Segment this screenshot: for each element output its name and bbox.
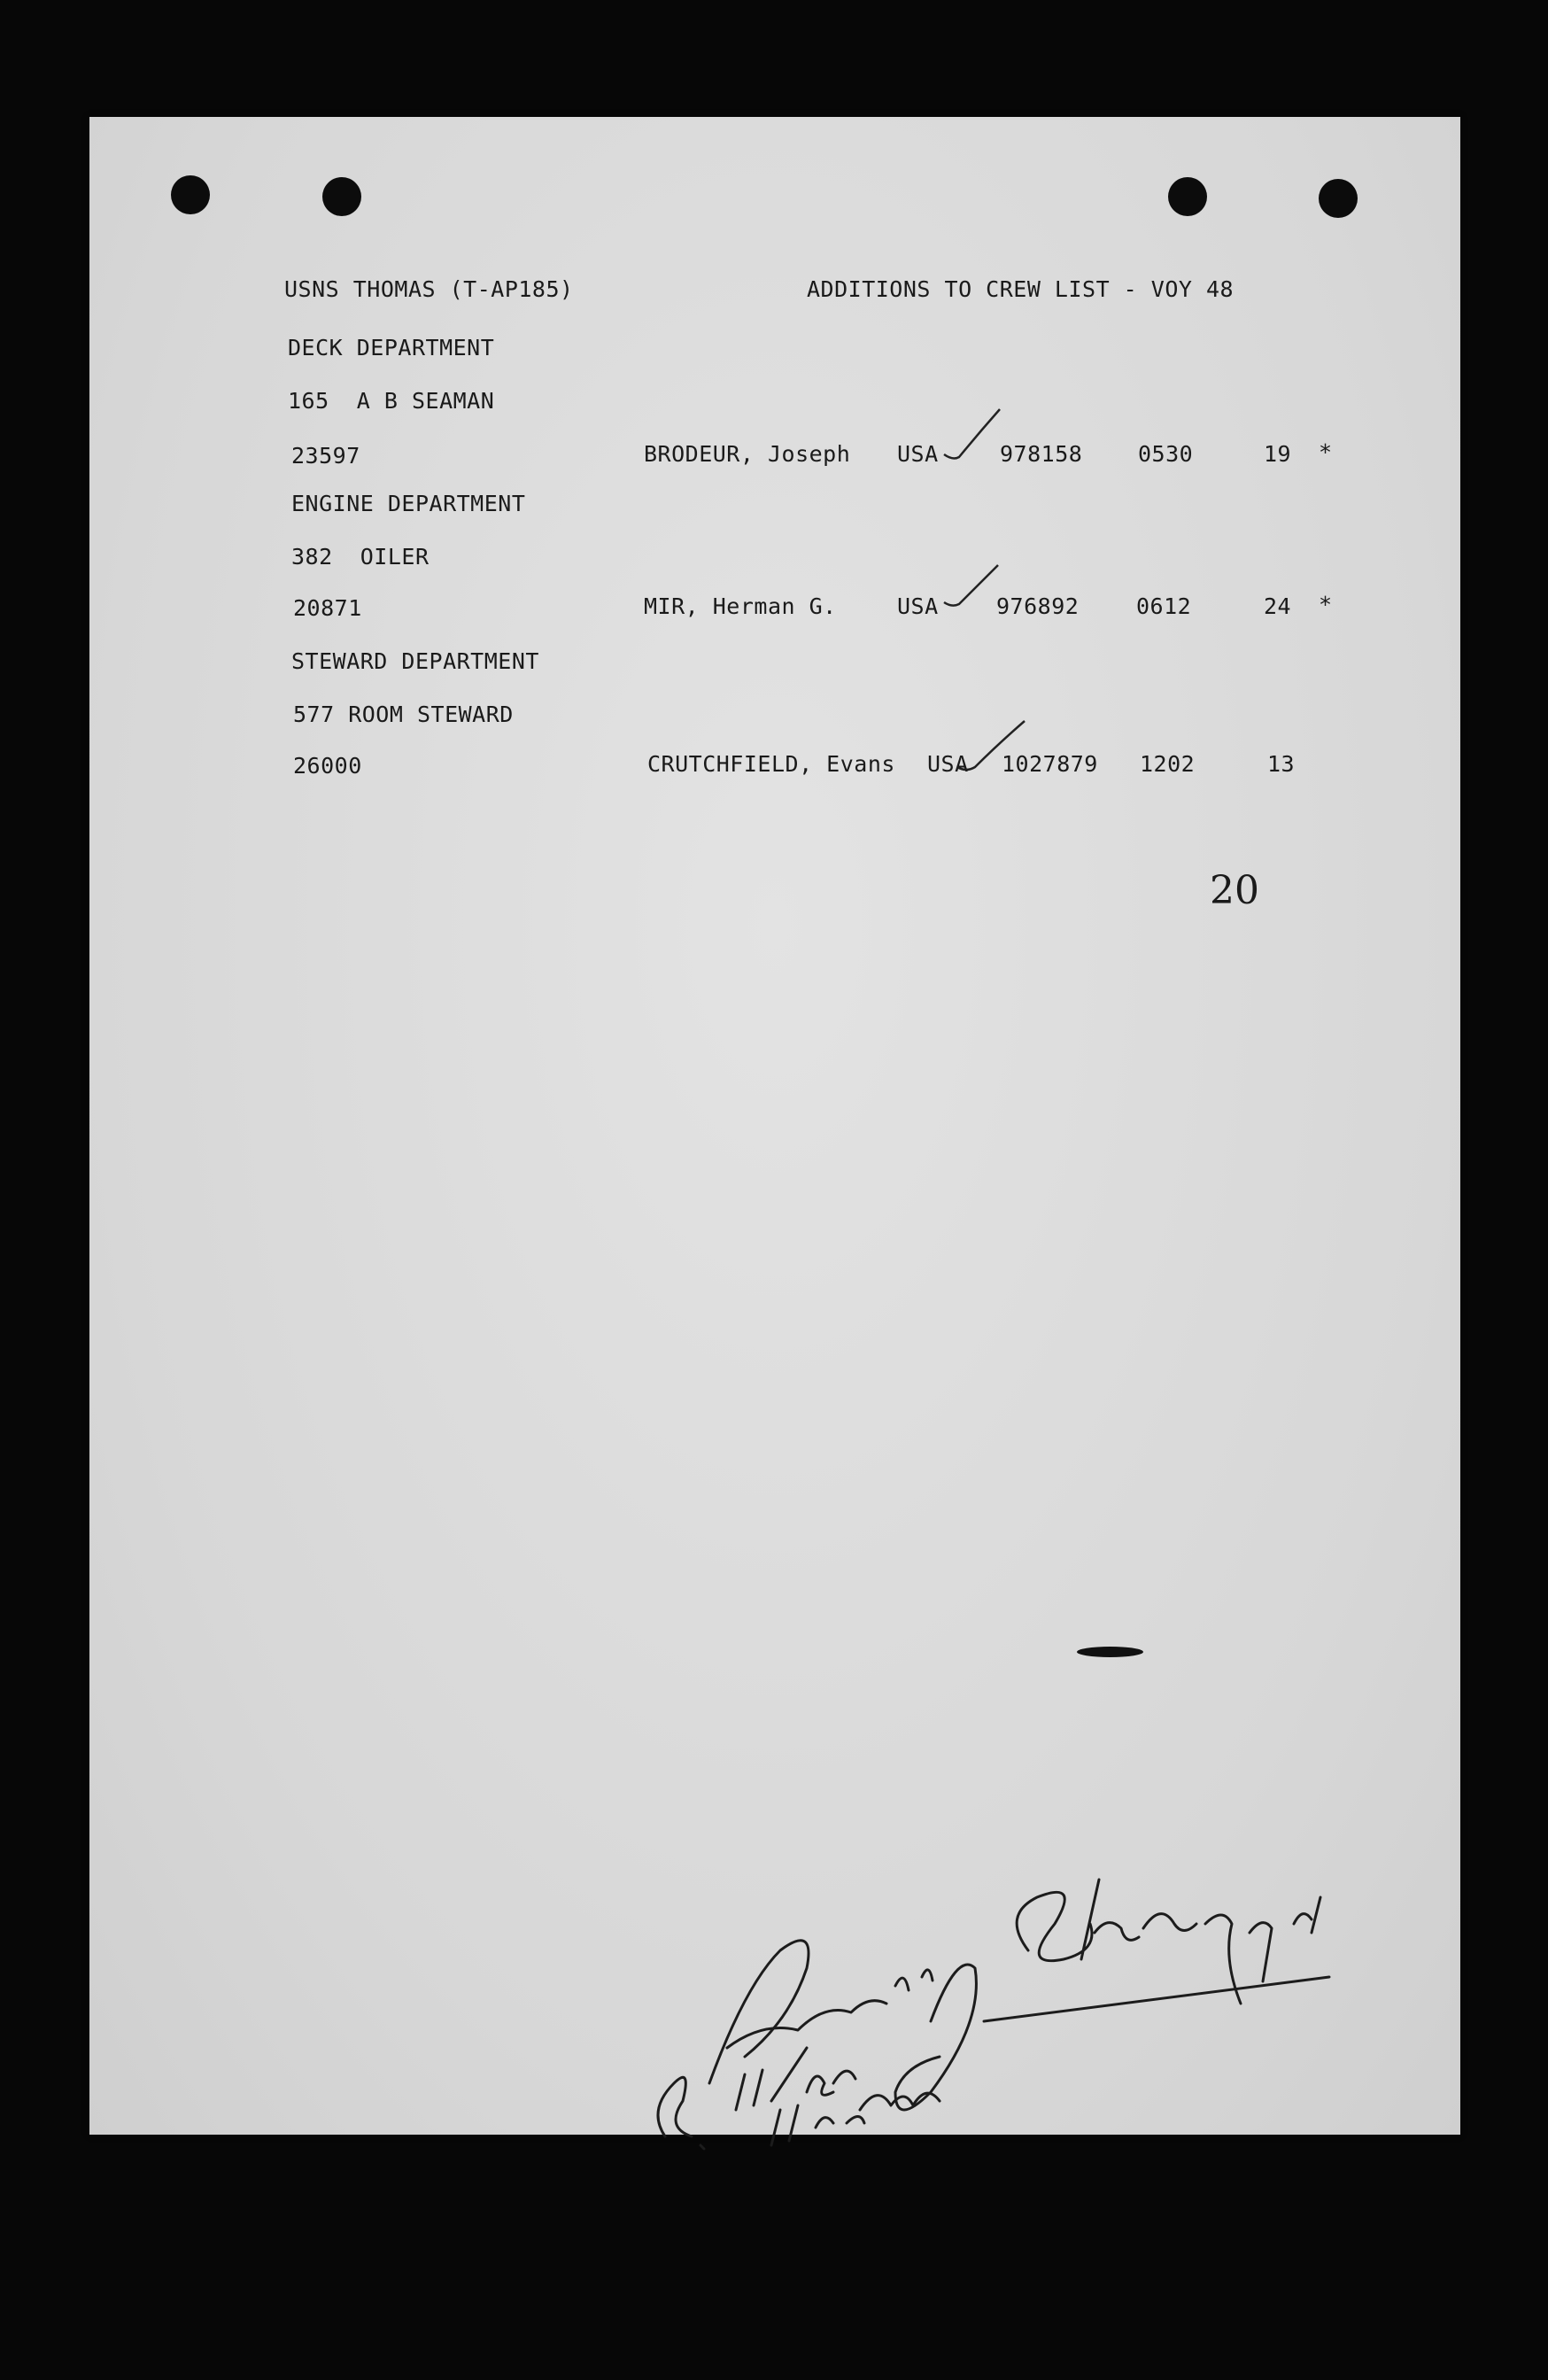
crew-mark: * [1319,439,1333,465]
page-number: 20 [1210,868,1259,913]
check-mark-icon [940,406,1010,468]
punch-hole [1168,177,1207,216]
rating-line: 165 A B SEAMAN [288,388,495,414]
crew-time: 1202 [1140,751,1196,777]
crew-id: 976892 [996,593,1080,619]
crew-number: 23597 [291,443,360,469]
crew-nationality: USA [897,593,939,619]
crew-id: 978158 [1000,441,1083,467]
crew-age: 19 [1264,441,1292,467]
punch-hole [322,177,361,216]
document-title: ADDITIONS TO CREW LIST - VOY 48 [807,276,1235,302]
crew-number: 26000 [293,753,362,779]
crew-age: 13 [1267,751,1296,777]
check-mark-icon [954,716,1033,778]
crew-name: BRODEUR, Joseph [644,441,851,467]
crew-nationality: USA [927,751,969,777]
department-heading: ENGINE DEPARTMENT [291,491,526,516]
check-mark-icon [940,560,1010,613]
department-heading: STEWARD DEPARTMENT [291,648,539,674]
crew-age: 24 [1264,593,1292,619]
document-page [89,117,1460,2135]
ink-smudge [1077,1647,1143,1657]
punch-hole [171,175,210,214]
crew-time: 0530 [1138,441,1194,467]
crew-name: MIR, Herman G. [644,593,837,619]
rating-line: 382 OILER [291,544,430,570]
crew-id: 1027879 [1002,751,1098,777]
rating-line: 577 ROOM STEWARD [293,702,514,727]
punch-hole [1319,179,1358,218]
ship-name: USNS THOMAS (T-AP185) [284,276,574,302]
crew-mark: * [1319,592,1333,617]
crew-nationality: USA [897,441,939,467]
crew-name: CRUTCHFIELD, Evans [647,751,895,777]
crew-time: 0612 [1136,593,1192,619]
department-heading: DECK DEPARTMENT [288,335,495,360]
crew-number: 20871 [293,595,362,621]
handwritten-signature [639,1844,1365,2216]
